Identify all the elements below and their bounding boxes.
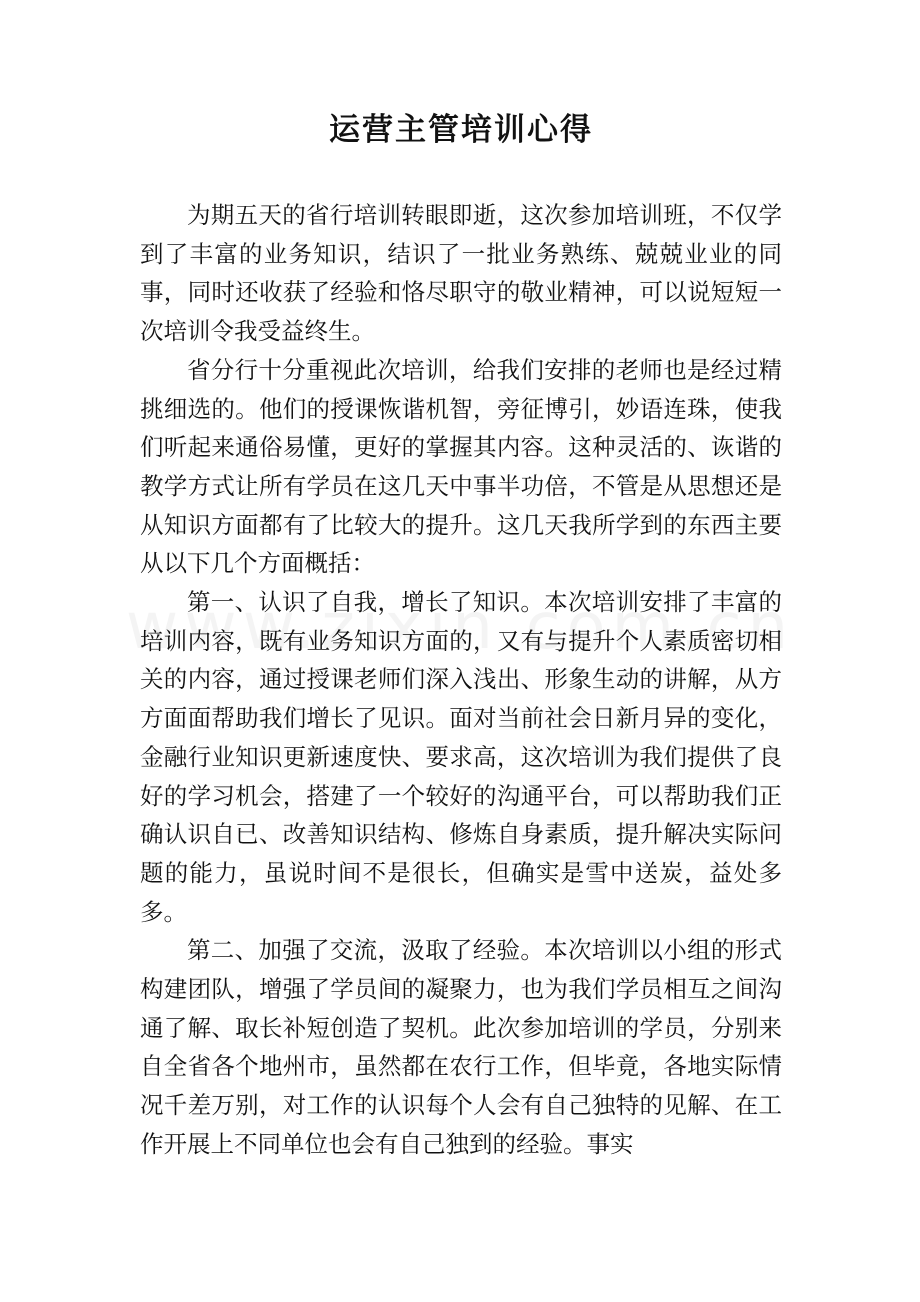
paragraph-intro: 为期五天的省行培训转眼即逝，这次参加培训班，不仅学到了丰富的业务知识，结识了一批业务熟练、兢兢业业的同事，同时还收获了经验和恪尽职守的敬业精神，可以说短短一次培训令我受益终生。 bbox=[140, 201, 782, 346]
paragraph-point-one: 第一、认识了自我，增长了知识。本次培训安排了丰富的培训内容，既有业务知识方面的，又有与提升个人素质密切相关的内容，通过授课老师们深入浅出、形象生动的讲解，从方方面面帮助我们增长了见识。面对当前社会日新月异的变化，金融行业知识更新速度快、要求高，这次培训为我们提供了良好的学习机会，搭建了一个较好的沟通平台，可以帮助我们正确认识自已、改善知识结构、修炼自身素质，提升解决实际问题的能力，虽说时间不是很长，但确实是雪中送炭，益处多多。 bbox=[140, 588, 782, 926]
paragraph-training-overview: 省分行十分重视此次培训，给我们安排的老师也是经过精挑细选的。他们的授课恢谐机智，旁征博引，妙语连珠，使我们听起来通俗易懂，更好的掌握其内容。这种灵活的、诙谐的教学方式让所有学员在这几天中事半功倍，不管是从思想还是从知识方面都有了比较大的提升。这几天我所学到的东西主要从以下几个方面概括： bbox=[140, 355, 782, 578]
paragraph-point-two: 第二、加强了交流，汲取了经验。本次培训以小组的形式构建团队，增强了学员间的凝聚力，也为我们学员相互之间沟通了解、取长补短创造了契机。此次参加培训的学员，分别来自全省各个地州市，虽然都在农行工作，但毕竟，各地实际情况千差万别，对工作的认识每个人会有自己独特的见解、在工作开展上不同单位也会有自己独到的经验。事实 bbox=[140, 936, 782, 1158]
document-title: 运营主管培训心得 bbox=[329, 112, 593, 148]
